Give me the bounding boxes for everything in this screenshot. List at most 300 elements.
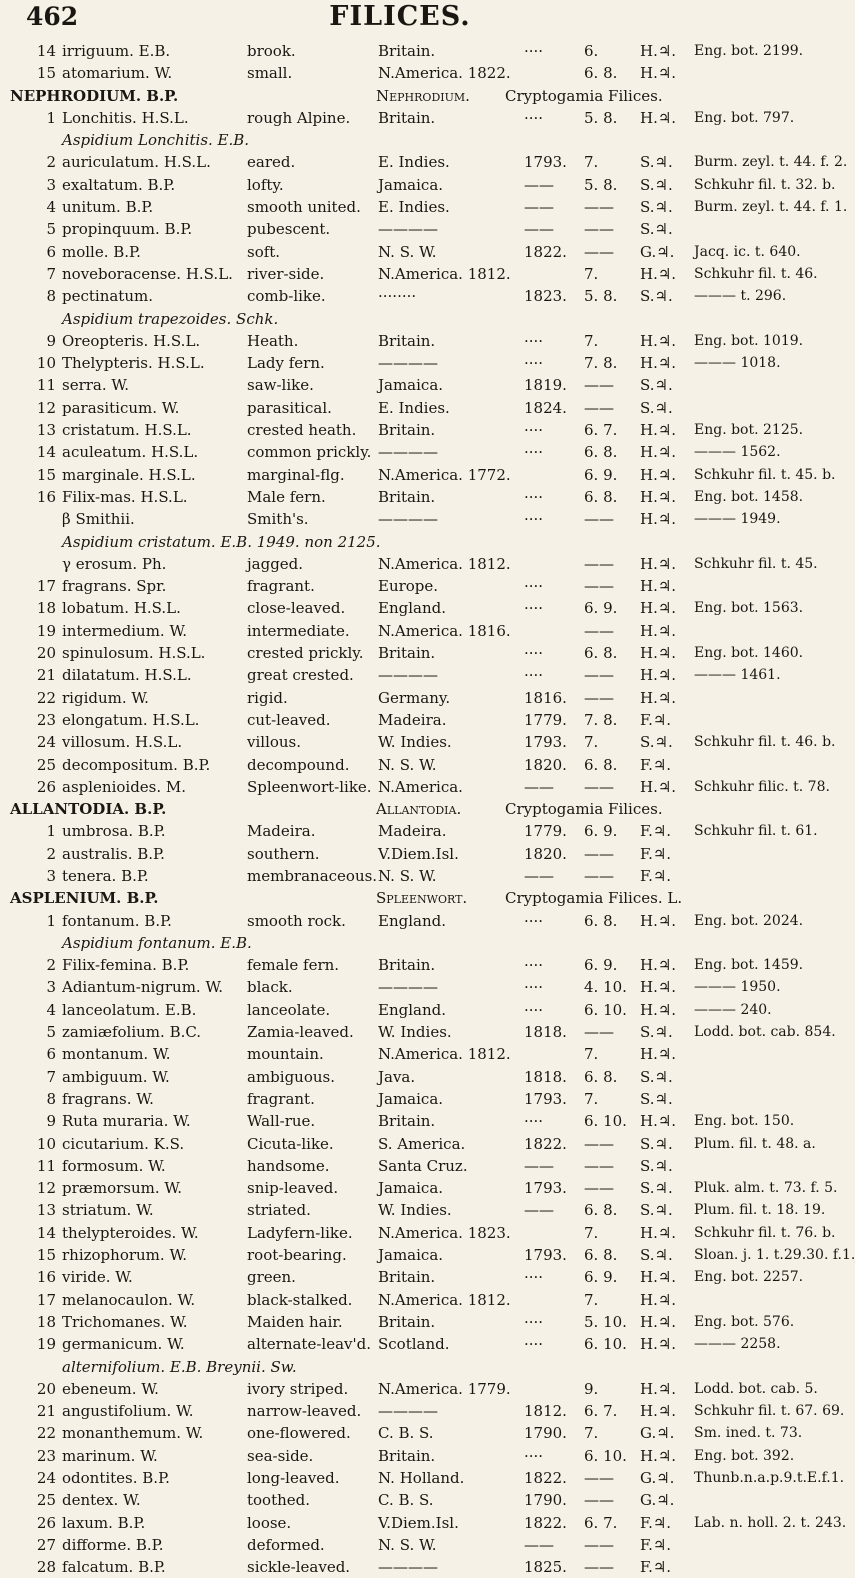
habit-duration: S.♃. (640, 1179, 673, 1198)
species-english-name: Zamia-leaved. (247, 1023, 354, 1042)
species-latin-name: marginale. H.S.L. (62, 465, 196, 484)
species-latin-name: dentex. W. (62, 1491, 141, 1510)
species-english-name: comb-like. (247, 287, 326, 306)
native-country: England. (378, 599, 446, 618)
entry-number: 13 (36, 421, 56, 440)
species-latin-name: parasiticum. W. (62, 398, 180, 417)
species-english-name: intermediate. (247, 621, 350, 640)
native-country: W. Indies. (378, 1201, 452, 1220)
species-latin-name: marinum. W. (62, 1446, 158, 1465)
species-entry (0, 820, 818, 842)
species-entry (0, 999, 800, 1021)
habit-duration: H.♃. (640, 1000, 677, 1019)
entry-number: 7 (46, 1067, 56, 1086)
native-country: England. (378, 911, 446, 930)
species-english-name: membranaceous. (247, 866, 378, 885)
entry-number: 28 (36, 1558, 56, 1577)
species-english-name: saw-like. (247, 376, 314, 395)
species-entry (0, 731, 836, 753)
introduction-year: ···· (524, 577, 544, 596)
entry-number: 4 (46, 198, 56, 217)
introduction-year: —— (524, 198, 554, 217)
flowering-months: —— (584, 688, 614, 707)
figure-reference: ——— 1562. (694, 444, 781, 461)
habit-duration: G.♃. (640, 1469, 675, 1487)
entry-number: 18 (36, 1312, 56, 1331)
species-latin-name: Filix-femina. B.P. (62, 956, 190, 975)
introduction-year: ···· (524, 1000, 544, 1019)
habit-duration: H.♃. (640, 777, 677, 796)
introduction-year: ···· (524, 1312, 544, 1331)
habit-duration: H.♃. (640, 599, 677, 618)
genus-heading (0, 887, 800, 909)
introduction-year: 1822. (524, 1469, 567, 1487)
habit-duration: S.♃. (640, 153, 673, 172)
species-entry (0, 196, 848, 218)
species-english-name: black-stalked. (247, 1290, 353, 1309)
species-english-name: ivory striped. (247, 1379, 349, 1398)
habit-duration: S.♃. (640, 220, 673, 239)
species-english-name: narrow-leaved. (247, 1402, 362, 1421)
page-number: 462 (26, 2, 79, 31)
entry-number: 1 (46, 911, 56, 930)
species-latin-name: thelypteroides. W. (62, 1223, 199, 1242)
figure-reference: Eng. bot. 797. (694, 109, 795, 126)
genus-name: ASPLENIUM. B.P. (10, 889, 159, 908)
habit-duration: S.♃. (640, 198, 673, 217)
introduction-year: 1824. (524, 398, 567, 417)
entry-number: 5 (46, 220, 56, 239)
species-latin-name: ambiguum. W. (62, 1067, 170, 1086)
species-latin-name: odontites. B.P. (62, 1469, 170, 1487)
figure-reference: Schkuhr filic. t. 78. (694, 778, 830, 795)
species-entry (0, 1289, 800, 1311)
flowering-months: 6. 9. (584, 1268, 618, 1287)
entry-number: 3 (46, 978, 56, 997)
species-latin-name: Filix-mas. H.S.L. (62, 487, 188, 506)
species-entry (0, 1088, 800, 1110)
species-latin-name: serra. W. (62, 376, 129, 395)
species-entry (0, 664, 800, 686)
flowering-months: 6. 8. (584, 64, 618, 83)
habit-duration: F.♃. (640, 1513, 672, 1532)
native-country: C. B. S. (378, 1424, 434, 1443)
native-country: Britain. (378, 42, 436, 60)
species-entry (0, 1378, 818, 1400)
habit-duration: H.♃. (640, 1312, 677, 1331)
introduction-year: 1818. (524, 1067, 567, 1086)
species-entry (0, 40, 804, 62)
species-latin-name: decompositum. B.P. (62, 755, 211, 774)
species-entry (0, 464, 836, 486)
species-english-name: Heath. (247, 331, 299, 350)
species-latin-name: γ erosum. Ph. (62, 554, 167, 573)
flowering-months: —— (584, 1535, 614, 1554)
species-latin-name: cicutarium. K.S. (62, 1134, 185, 1153)
habit-duration: H.♃. (640, 264, 677, 283)
catalogue-list (0, 40, 855, 1578)
flowering-months: 6. 8. (584, 1067, 618, 1086)
figure-reference: Eng. bot. 1460. (694, 645, 804, 662)
flowering-months: 5. 8. (584, 287, 618, 306)
introduction-year: 1790. (524, 1491, 567, 1510)
entry-number: 15 (36, 64, 56, 83)
introduction-year: 1793. (524, 1179, 567, 1198)
introduction-year: ···· (524, 911, 544, 930)
flowering-months: —— (584, 1134, 614, 1153)
species-english-name: smooth rock. (247, 911, 346, 930)
habit-duration: H.♃. (640, 443, 677, 462)
entry-number: 1 (46, 822, 56, 841)
figure-reference: Lab. n. holl. 2. t. 243. (694, 1514, 847, 1531)
native-country: England. (378, 1000, 446, 1019)
introduction-year: 1818. (524, 1023, 567, 1042)
flowering-months: 7. (584, 153, 599, 172)
native-country: E. Indies. (378, 153, 450, 172)
species-latin-name: spinulosum. H.S.L. (62, 644, 206, 663)
entry-number: 17 (36, 577, 56, 596)
species-latin-name: difforme. B.P. (62, 1535, 164, 1554)
entry-number: 19 (36, 1335, 56, 1354)
genus-classification: Cryptogamia Filices. (505, 86, 663, 105)
species-entry (0, 330, 804, 352)
flowering-months: 6. 8. (584, 755, 618, 774)
entry-number: 2 (46, 956, 56, 975)
page-header (0, 0, 800, 40)
entry-number: 14 (36, 42, 56, 60)
introduction-year: ···· (524, 1335, 544, 1354)
entry-number: 21 (36, 666, 56, 685)
synonym-text: Aspidium fontanum. E.B. (62, 933, 252, 952)
flowering-months: 6. 7. (584, 1402, 618, 1421)
species-english-name: crested prickly. (247, 644, 364, 663)
flowering-months: 6. (584, 42, 599, 60)
species-entry (0, 1177, 838, 1199)
flowering-months: —— (584, 398, 614, 417)
species-latin-name: tenera. B.P. (62, 866, 149, 885)
native-country: ———— (378, 220, 438, 239)
species-latin-name: Ruta muraria. W. (62, 1112, 191, 1131)
species-latin-name: germanicum. W. (62, 1335, 185, 1354)
habit-duration: S.♃. (640, 733, 673, 752)
native-country: E. Indies. (378, 398, 450, 417)
species-english-name: parasitical. (247, 398, 332, 417)
habit-duration: H.♃. (640, 554, 677, 573)
habit-duration: H.♃. (640, 1290, 677, 1309)
introduction-year: 1793. (524, 733, 567, 752)
introduction-year: ···· (524, 42, 544, 60)
entry-number: 20 (36, 1379, 56, 1398)
species-latin-name: angustifolium. W. (62, 1402, 194, 1421)
species-english-name: female fern. (247, 956, 340, 975)
introduction-year: 1790. (524, 1424, 567, 1443)
introduction-year: ···· (524, 666, 544, 685)
native-country: Britain. (378, 956, 436, 975)
entry-number: 14 (36, 443, 56, 462)
native-country: N.America. 1779. (378, 1379, 511, 1398)
flowering-months: 7. (584, 331, 599, 350)
species-english-name: root-bearing. (247, 1246, 347, 1265)
entry-number: 12 (36, 398, 56, 417)
species-entry (0, 1155, 800, 1177)
flowering-months: —— (584, 1179, 614, 1198)
flowering-months: 6. 8. (584, 644, 618, 663)
genus-heading (0, 85, 800, 107)
habit-duration: H.♃. (640, 666, 677, 685)
entry-number: 25 (36, 1491, 56, 1510)
introduction-year: ···· (524, 644, 544, 663)
species-english-name: Maiden hair. (247, 1312, 343, 1331)
native-country: N. S. W. (378, 866, 437, 885)
figure-reference: Schkuhr fil. t. 61. (694, 823, 818, 840)
synonym-line (0, 531, 800, 553)
native-country: N.America. 1812. (378, 1290, 511, 1309)
flowering-months: 6. 7. (584, 1513, 618, 1532)
figure-reference: Sloan. j. 1. t.29.30. f.1. (694, 1247, 855, 1264)
entry-number: 3 (46, 175, 56, 194)
genus-english-name: Nephrodium. (376, 86, 470, 105)
figure-reference: Schkuhr fil. t. 46. (694, 265, 818, 282)
native-country: Britain. (378, 108, 436, 127)
figure-reference: Schkuhr fil. t. 45. b. (694, 466, 836, 483)
species-entry (0, 754, 800, 776)
introduction-year: —— (524, 1201, 554, 1220)
flowering-months: —— (584, 1558, 614, 1577)
species-latin-name: Lonchitis. H.S.L. (62, 108, 189, 127)
species-entry (0, 1445, 800, 1467)
species-english-name: striated. (247, 1201, 311, 1220)
species-latin-name: formosum. W. (62, 1156, 166, 1175)
native-country: Madeira. (378, 710, 447, 729)
flowering-months: —— (584, 621, 614, 640)
native-country: N. S. W. (378, 1535, 437, 1554)
introduction-year: ···· (524, 956, 544, 975)
flowering-months: 6. 8. (584, 443, 618, 462)
species-english-name: Lady fern. (247, 354, 325, 373)
introduction-year: ···· (524, 487, 544, 506)
species-entry (0, 486, 804, 508)
native-country: W. Indies. (378, 1023, 452, 1042)
entry-number: 6 (46, 1045, 56, 1064)
native-country: E. Indies. (378, 198, 450, 217)
introduction-year: 1820. (524, 844, 567, 863)
habit-duration: S.♃. (640, 376, 673, 395)
flowering-months: 5. 10. (584, 1312, 627, 1331)
flowering-months: 9. (584, 1379, 599, 1398)
species-entry (0, 1021, 836, 1043)
species-latin-name: aculeatum. H.S.L. (62, 443, 199, 462)
flowering-months: 7. 8. (584, 710, 618, 729)
habit-duration: F.♃. (640, 1535, 672, 1554)
species-english-name: Madeira. (247, 822, 316, 841)
species-english-name: eared. (247, 153, 296, 172)
habit-duration: S.♃. (640, 398, 673, 417)
species-english-name: deformed. (247, 1535, 325, 1554)
genus-classification: Cryptogamia Filices. (505, 800, 663, 819)
habit-duration: S.♃. (640, 1023, 673, 1042)
species-latin-name: Adiantum-nigrum. W. (62, 978, 224, 997)
species-latin-name: viride. W. (62, 1268, 133, 1287)
entry-number: 13 (36, 1201, 56, 1220)
species-entry (0, 1333, 800, 1355)
species-english-name: loose. (247, 1513, 292, 1532)
species-latin-name: irriguum. E.B. (62, 42, 171, 60)
figure-reference: Schkuhr fil. t. 32. b. (694, 176, 836, 193)
entry-number: 10 (36, 354, 56, 373)
native-country: Europe. (378, 577, 439, 596)
habit-duration: H.♃. (640, 42, 677, 60)
introduction-year: 1812. (524, 1402, 567, 1421)
species-latin-name: asplenioides. M. (62, 777, 187, 796)
species-english-name: pubescent. (247, 220, 331, 239)
flowering-months: 5. 8. (584, 175, 618, 194)
species-english-name: small. (247, 64, 293, 83)
habit-duration: S.♃. (640, 175, 673, 194)
habit-duration: H.♃. (640, 978, 677, 997)
native-country: Britain. (378, 487, 436, 506)
species-english-name: sickle-leaved. (247, 1558, 351, 1577)
entry-number: 26 (36, 777, 56, 796)
species-english-name: brook. (247, 42, 296, 60)
species-entry (0, 1467, 845, 1489)
native-country: N.America. 1812. (378, 554, 511, 573)
native-country: Britain. (378, 1446, 436, 1465)
species-latin-name: villosum. H.S.L. (62, 733, 183, 752)
species-latin-name: Oreopteris. H.S.L. (62, 331, 201, 350)
habit-duration: H.♃. (640, 1402, 677, 1421)
entry-number: 15 (36, 1246, 56, 1265)
species-latin-name: cristatum. H.S.L. (62, 421, 192, 440)
habit-duration: H.♃. (640, 421, 677, 440)
flowering-months: —— (584, 198, 614, 217)
species-english-name: long-leaved. (247, 1469, 340, 1487)
species-entry (0, 1422, 803, 1444)
figure-reference: ——— 240. (694, 1001, 772, 1018)
native-country: Britain. (378, 421, 436, 440)
figure-reference: Eng. bot. 2199. (694, 43, 804, 59)
species-english-name: cut-leaved. (247, 710, 331, 729)
native-country: ———— (378, 354, 438, 373)
habit-duration: S.♃. (640, 1089, 673, 1108)
native-country: ———— (378, 1558, 438, 1577)
species-entry (0, 1311, 800, 1333)
native-country: N.America. 1812. (378, 264, 511, 283)
species-english-name: villous. (247, 733, 302, 752)
species-latin-name: falcatum. B.P. (62, 1558, 166, 1577)
flowering-months: 6. 8. (584, 1246, 618, 1265)
habit-duration: H.♃. (640, 465, 677, 484)
habit-duration: H.♃. (640, 1112, 677, 1131)
habit-duration: H.♃. (640, 354, 677, 373)
species-latin-name: exaltatum. B.P. (62, 175, 176, 194)
introduction-year: ···· (524, 1446, 544, 1465)
species-latin-name: atomarium. W. (62, 64, 173, 83)
species-entry (0, 1400, 845, 1422)
native-country: ———— (378, 443, 438, 462)
species-entry (0, 62, 800, 84)
species-entry (0, 1043, 800, 1065)
entry-number: 24 (36, 1469, 56, 1487)
species-entry (0, 954, 804, 976)
habit-duration: S.♃. (640, 1201, 673, 1220)
figure-reference: Burm. zeyl. t. 44. f. 2. (694, 154, 848, 171)
flowering-months: —— (584, 376, 614, 395)
habit-duration: H.♃. (640, 621, 677, 640)
habit-duration: H.♃. (640, 688, 677, 707)
species-english-name: Smith's. (247, 510, 309, 529)
flowering-months: —— (584, 1469, 614, 1487)
habit-duration: H.♃. (640, 577, 677, 596)
flowering-months: 6. 9. (584, 822, 618, 841)
synonym-text: Aspidium trapezoides. Schk. (62, 309, 279, 328)
native-country: Britain. (378, 1268, 436, 1287)
species-entry (0, 1266, 804, 1288)
habit-duration: H.♃. (640, 510, 677, 529)
habit-duration: G.♃. (640, 242, 675, 261)
species-english-name: sea-side. (247, 1446, 314, 1465)
figure-reference: Thunb.n.a.p.9.t.E.f.1. (694, 1470, 845, 1486)
native-country: Jamaica. (378, 1089, 444, 1108)
native-country: ———— (378, 978, 438, 997)
species-latin-name: præmorsum. W. (62, 1179, 182, 1198)
figure-reference: Plum. fil. t. 18. 19. (694, 1202, 826, 1219)
native-country: N.America. 1822. (378, 64, 511, 83)
flowering-months: —— (584, 844, 614, 863)
species-english-name: southern. (247, 844, 320, 863)
species-english-name: rough Alpine. (247, 108, 351, 127)
entry-number: 2 (46, 844, 56, 863)
native-country: Britain. (378, 1312, 436, 1331)
native-country: C. B. S. (378, 1491, 434, 1510)
flowering-months: 7. (584, 264, 599, 283)
habit-duration: H.♃. (640, 331, 677, 350)
entry-number: 20 (36, 644, 56, 663)
native-country: S. America. (378, 1134, 466, 1153)
native-country: N. S. W. (378, 242, 437, 261)
genus-english-name: Allantodia. (376, 800, 462, 819)
species-english-name: alternate-leav'd. (247, 1335, 371, 1354)
species-english-name: soft. (247, 242, 281, 261)
figure-reference: Eng. bot. 2257. (694, 1269, 804, 1286)
species-entry (0, 151, 848, 173)
native-country: Jamaica. (378, 175, 444, 194)
running-title: FILICES. (329, 1, 471, 32)
species-english-name: Ladyfern-like. (247, 1223, 353, 1242)
figure-reference: ——— 1949. (694, 511, 781, 528)
introduction-year: ···· (524, 108, 544, 127)
habit-duration: H.♃. (640, 644, 677, 663)
entry-number: 3 (46, 866, 56, 885)
habit-duration: H.♃. (640, 108, 677, 127)
entry-number: 15 (36, 465, 56, 484)
entry-number: 9 (46, 331, 56, 350)
species-english-name: common prickly. (247, 443, 372, 462)
synonym-text: Aspidium Lonchitis. E.B. (62, 131, 250, 150)
native-country: N.America. 1823. (378, 1223, 511, 1242)
species-entry (0, 352, 800, 374)
native-country: ········ (378, 287, 417, 306)
entry-number: 5 (46, 1023, 56, 1042)
native-country: Britain. (378, 644, 436, 663)
species-entry (0, 642, 804, 664)
entry-number: 22 (36, 1424, 56, 1443)
species-latin-name: lobatum. H.S.L. (62, 599, 181, 618)
flowering-months: 6. 9. (584, 956, 618, 975)
habit-duration: H.♃. (640, 1379, 677, 1398)
species-entry (0, 1556, 800, 1578)
figure-reference: Eng. bot. 2024. (694, 912, 804, 929)
entry-number: 14 (36, 1223, 56, 1242)
